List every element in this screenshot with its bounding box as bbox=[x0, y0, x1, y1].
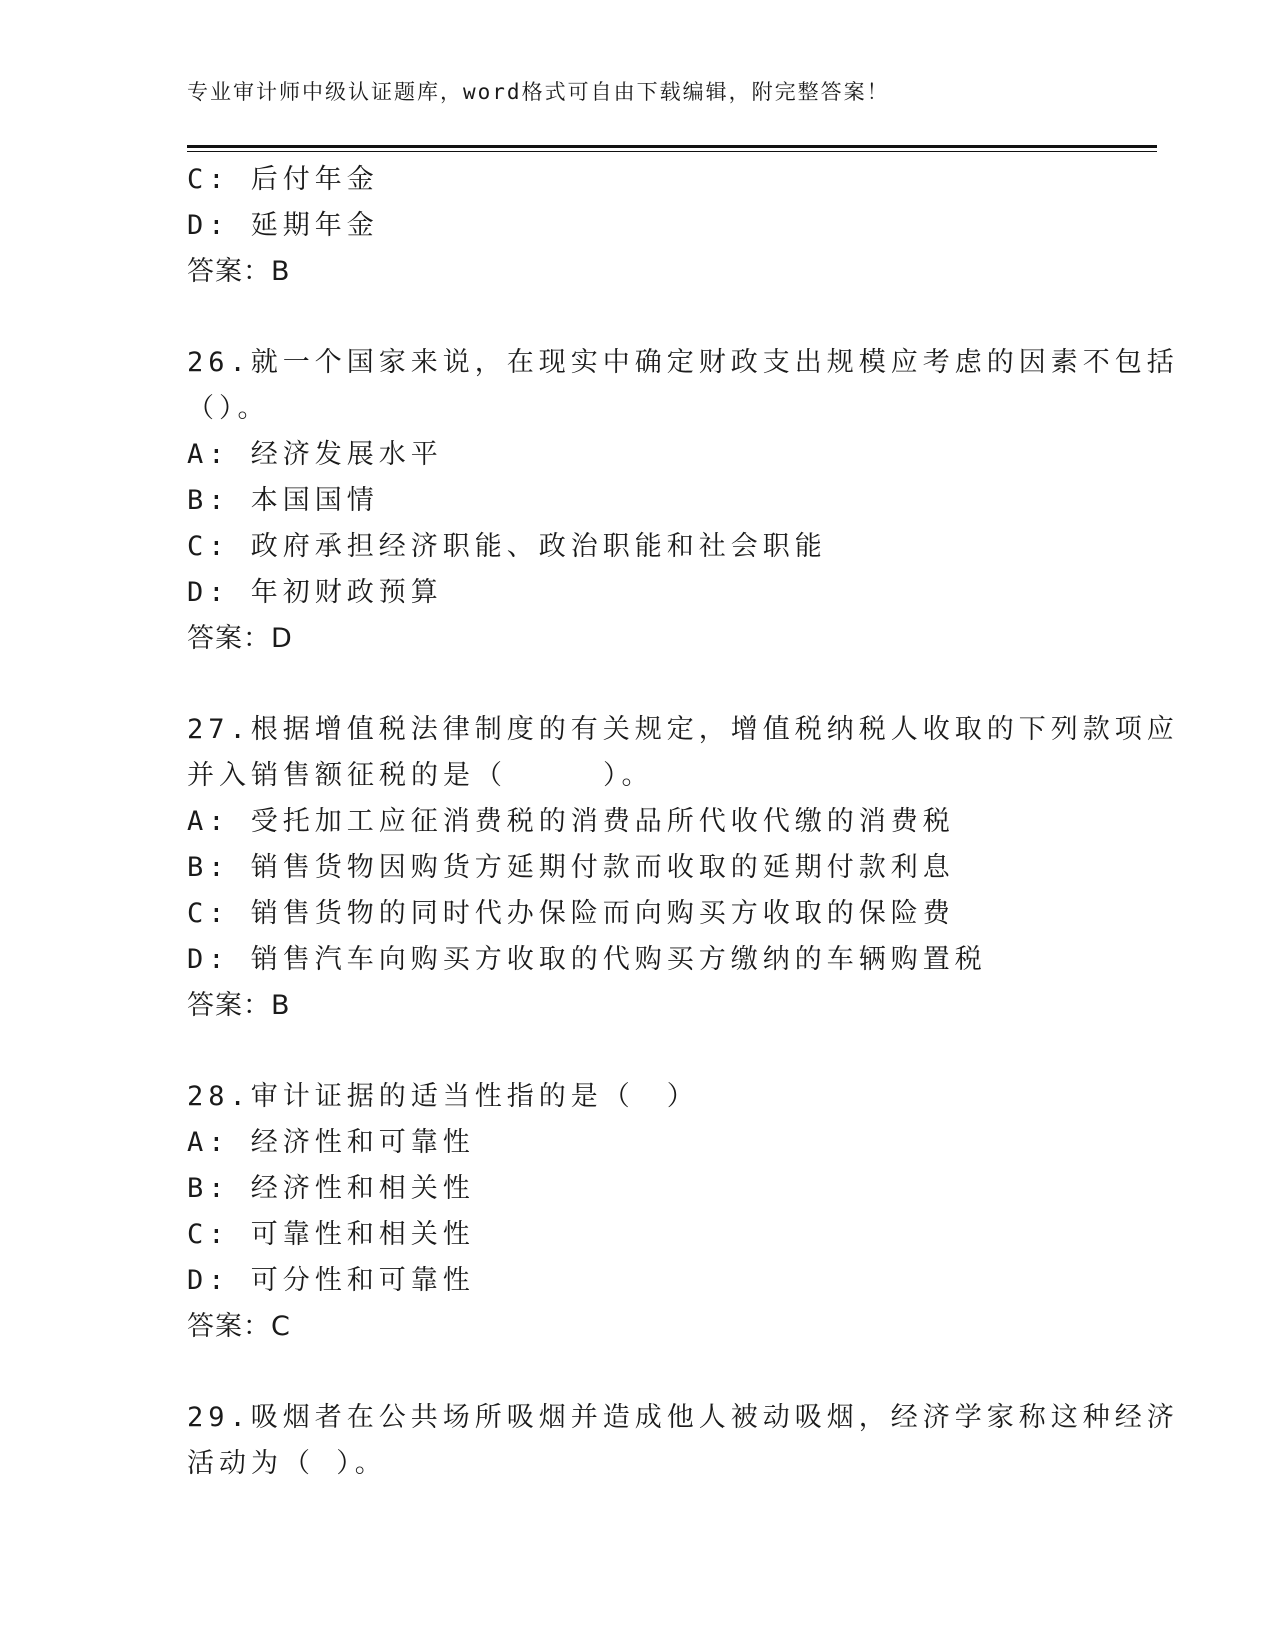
question-stem-continued: （）。 bbox=[187, 393, 270, 424]
page-header: 专业审计师中级认证题库，word格式可自由下载编辑，附完整答案！ bbox=[187, 80, 890, 104]
option-c: C: 后付年金 bbox=[187, 164, 379, 195]
option-d: D: 可分性和可靠性 bbox=[187, 1265, 475, 1296]
option-d: D: 年初财政预算 bbox=[187, 577, 443, 608]
option-a: A: 经济发展水平 bbox=[187, 439, 443, 470]
spacer bbox=[187, 1350, 1087, 1395]
question-stem: 27.根据增值税法律制度的有关规定，增值税纳税人收取的下列款项应 bbox=[187, 714, 1179, 745]
option-b: B: 经济性和相关性 bbox=[187, 1173, 475, 1204]
question-stem: 28.审计证据的适当性指的是（ ） bbox=[187, 1081, 699, 1112]
question-29 bbox=[187, 1395, 1179, 1487]
header-divider-thin bbox=[187, 151, 1157, 152]
question-27 bbox=[187, 707, 1179, 1029]
option-a: A: 受托加工应征消费税的消费品所代收代缴的消费税 bbox=[187, 806, 955, 837]
question-26 bbox=[187, 340, 1179, 662]
answer-label: 答案：B bbox=[187, 990, 291, 1021]
answer-label: 答案：C bbox=[187, 1311, 291, 1342]
answer-label: 答案：D bbox=[187, 623, 293, 654]
option-c: C: 可靠性和相关性 bbox=[187, 1219, 475, 1250]
answer-label: 答案：B bbox=[187, 256, 291, 287]
spacer bbox=[187, 662, 1087, 707]
header-divider-thick bbox=[187, 145, 1157, 148]
question-stem-continued: 并入销售额征税的是（ ）。 bbox=[187, 760, 654, 791]
option-c: C: 销售货物的同时代办保险而向购买方收取的保险费 bbox=[187, 898, 955, 929]
question-stem: 26.就一个国家来说，在现实中确定财政支出规模应考虑的因素不包括 bbox=[187, 347, 1179, 378]
option-d: D: 销售汽车向购买方收取的代购买方缴纳的车辆购置税 bbox=[187, 944, 987, 975]
question-28 bbox=[187, 1074, 1087, 1350]
spacer bbox=[187, 1029, 1087, 1074]
option-b: B: 本国国情 bbox=[187, 485, 379, 516]
question-stem-continued: 活动为（ ）。 bbox=[187, 1448, 387, 1479]
question-stem: 29.吸烟者在公共场所吸烟并造成他人被动吸烟，经济学家称这种经济 bbox=[187, 1402, 1179, 1433]
option-d: D: 延期年金 bbox=[187, 210, 379, 241]
question-content bbox=[187, 157, 1179, 1487]
spacer bbox=[187, 295, 1087, 340]
option-a: A: 经济性和可靠性 bbox=[187, 1127, 475, 1158]
option-c: C: 政府承担经济职能、政治职能和社会职能 bbox=[187, 531, 827, 562]
option-b: B: 销售货物因购货方延期付款而收取的延期付款利息 bbox=[187, 852, 955, 883]
question-25 bbox=[187, 157, 1087, 295]
